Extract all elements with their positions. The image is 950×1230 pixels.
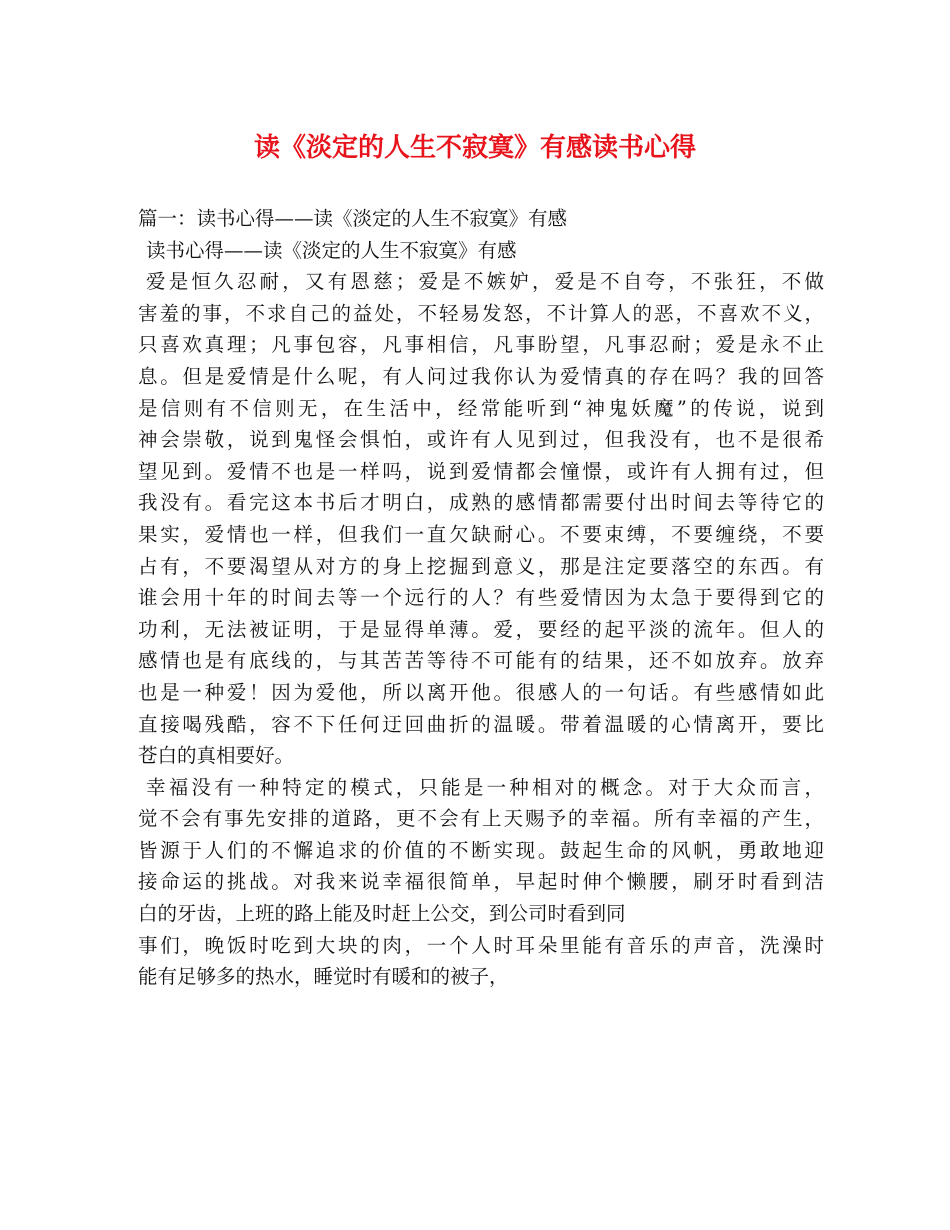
text-line: 功利，无法被证明，于是显得单薄。爱，要经的起平淡的流年。但人的 xyxy=(138,617,824,641)
text-line: 是信则有不信则无，在生活中，经常能听到“神鬼妖魔”的传说，说到 xyxy=(138,396,824,420)
text-line: 息。但是爱情是什么呢，有人问过我你认为爱情真的存在吗？我的回答 xyxy=(138,364,824,388)
text-line: 爱是恒久忍耐，又有恩慈；爱是不嫉妒，爱是不自夸，不张狂，不做 xyxy=(146,270,824,294)
document-title: 读《淡定的人生不寂寞》有感读书心得 xyxy=(253,133,696,163)
text-line: 能有足够多的热水，睡觉时有暖和的被子， xyxy=(138,965,509,989)
text-line: 占有，不要渴望从对方的身上挖掘到意义，那是注定要落空的东西。有 xyxy=(138,554,824,578)
text-line: 也是一种爱！因为爱他，所以离开他。很感人的一句话。有些感情如此 xyxy=(138,680,824,704)
text-line: 事们，晚饭时吃到大块的肉，一个人时耳朵里能有音乐的声音，洗澡时 xyxy=(138,933,824,957)
text-line: 我没有。看完这本书后才明白，成熟的感情都需要付出时间去等待它的 xyxy=(138,491,824,515)
text-line: 皆源于人们的不懈追求的价值的不断实现。鼓起生命的风帆，勇敢地迎 xyxy=(138,838,824,862)
text-line: 觉不会有事先安排的道路，更不会有上天赐予的幸福。所有幸福的产生， xyxy=(138,807,824,831)
text-line: 望见到。爱情不也是一样吗，说到爱情都会憧憬，或许有人拥有过，但 xyxy=(138,459,824,483)
text-line: 只喜欢真理；凡事包容，凡事相信，凡事盼望，凡事忍耐；爱是永不止 xyxy=(138,333,824,357)
text-line: 苍白的真相要好。 xyxy=(138,744,295,768)
document-body xyxy=(138,203,824,993)
text-line: 篇一：读书心得——读《淡定的人生不寂寞》有感 xyxy=(138,207,568,230)
text-line: 谁会用十年的时间去等一个远行的人？有些爱情因为太急于要得到它的 xyxy=(138,586,824,610)
text-line: 接命运的挑战。对我来说幸福很简单，早起时伸个懒腰，刷牙时看到洁 xyxy=(138,870,824,894)
text-line: 白的牙齿，上班的路上能及时赶上公交，到公司时看到同 xyxy=(138,902,626,926)
text-line: 读书心得——读《淡定的人生不寂寞》有感 xyxy=(146,238,517,262)
text-line: 感情也是有底线的，与其苦苦等待不可能有的结果，还不如放弃。放弃 xyxy=(138,649,824,673)
text-line: 害羞的事，不求自己的益处，不轻易发怒，不计算人的恶，不喜欢不义， xyxy=(138,301,824,325)
text-line: 幸福没有一种特定的模式，只能是一种相对的概念。对于大众而言， xyxy=(146,775,824,799)
text-line: 直接喝残酷，容不下任何迂回曲折的温暖。带着温暖的心情离开，要比 xyxy=(138,712,824,736)
text-line: 神会崇敬，说到鬼怪会惧怕，或许有人见到过，但我没有，也不是很希 xyxy=(138,428,824,452)
text-line: 果实，爱情也一样，但我们一直欠缺耐心。不要束缚，不要缠绕，不要 xyxy=(138,522,824,546)
